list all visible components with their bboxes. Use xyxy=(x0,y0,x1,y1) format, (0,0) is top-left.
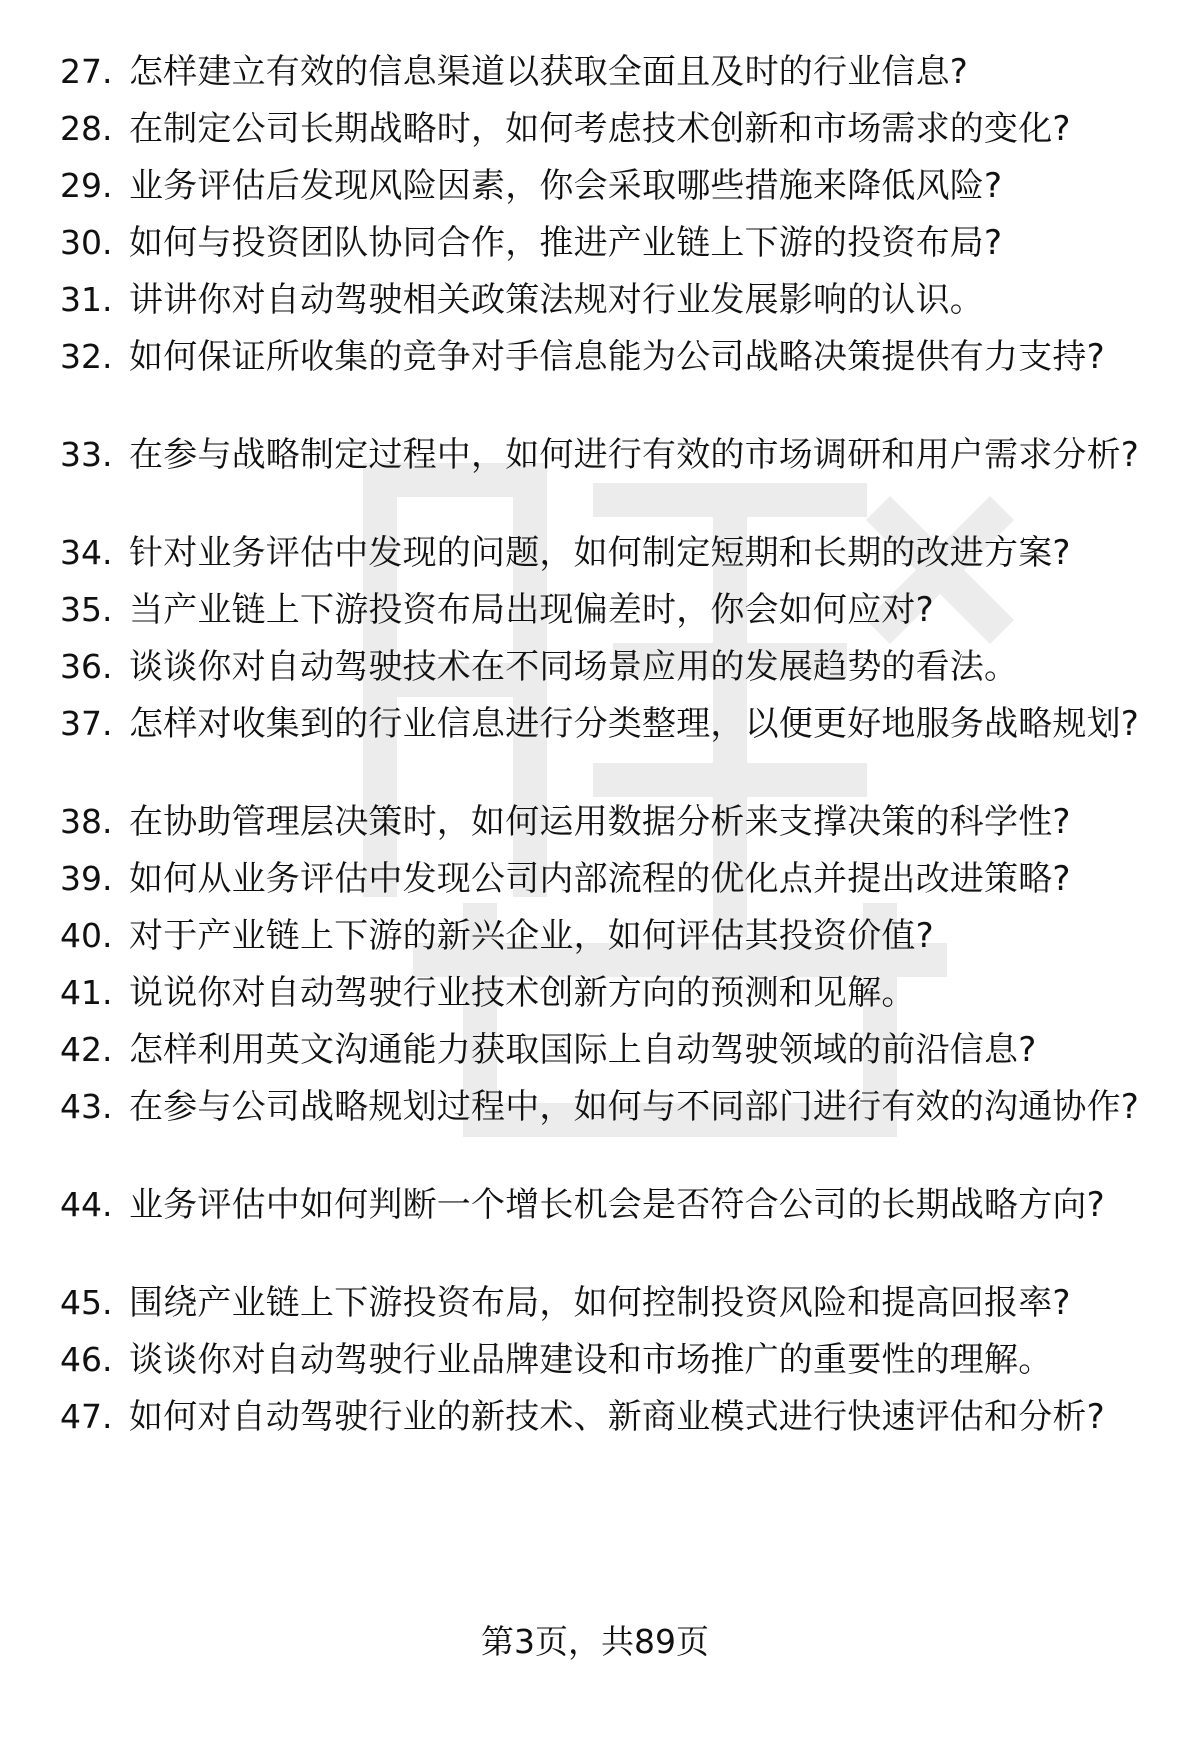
question-number: 31. xyxy=(60,280,113,319)
question-text: 业务评估后发现风险因素，你会采取哪些措施来降低风险? xyxy=(129,166,1003,206)
question-number: 33. xyxy=(60,435,113,474)
question-number: 45. xyxy=(60,1283,113,1322)
page-footer xyxy=(0,1622,1190,1662)
question-number: 32. xyxy=(60,337,113,376)
question-text: 如何对自动驾驶行业的新技术、新商业模式进行快速评估和分析? xyxy=(129,1397,1105,1437)
question-number: 38. xyxy=(60,802,113,841)
question-number: 47. xyxy=(60,1397,113,1436)
question-number: 36. xyxy=(60,647,113,686)
question-number: 44. xyxy=(60,1185,113,1224)
question-text: 如何从业务评估中发现公司内部流程的优化点并提出改进策略? xyxy=(129,859,1071,899)
question-number: 29. xyxy=(60,166,113,205)
question-text: 在参与公司战略规划过程中，如何与不同部门进行有效的沟通协作? xyxy=(129,1087,1140,1127)
question-text: 怎样建立有效的信息渠道以获取全面且及时的行业信息? xyxy=(129,52,969,92)
question-number: 27. xyxy=(60,52,113,91)
question-number: 43. xyxy=(60,1087,113,1126)
question-number: 28. xyxy=(60,109,113,148)
question-number: 46. xyxy=(60,1340,113,1379)
question-text: 讲讲你对自动驾驶相关政策法规对行业发展影响的认识。 xyxy=(129,280,984,320)
page-indicator: 第3页，共89页 xyxy=(481,1622,709,1661)
question-number: 35. xyxy=(60,590,113,629)
question-number: 39. xyxy=(60,859,113,898)
question-number: 37. xyxy=(60,704,113,743)
question-text: 谈谈你对自动驾驶行业品牌建设和市场推广的重要性的理解。 xyxy=(129,1340,1053,1380)
question-number: 34. xyxy=(60,533,113,572)
question-number: 42. xyxy=(60,1030,113,1069)
question-number: 40. xyxy=(60,916,113,955)
question-text: 谈谈你对自动驾驶技术在不同场景应用的发展趋势的看法。 xyxy=(129,647,1019,687)
question-text: 围绕产业链上下游投资布局，如何控制投资风险和提高回报率? xyxy=(129,1283,1071,1323)
question-text: 当产业链上下游投资布局出现偏差时，你会如何应对? xyxy=(129,590,934,630)
question-text: 业务评估中如何判断一个增长机会是否符合公司的长期战略方向? xyxy=(129,1185,1105,1225)
question-text: 怎样利用英文沟通能力获取国际上自动驾驶领域的前沿信息? xyxy=(129,1030,1037,1070)
question-text: 如何保证所收集的竞争对手信息能为公司战略决策提供有力支持? xyxy=(129,337,1105,377)
question-text: 说说你对自动驾驶行业技术创新方向的预测和见解。 xyxy=(129,973,916,1013)
question-text: 在制定公司长期战略时，如何考虑技术创新和市场需求的变化? xyxy=(129,109,1071,149)
question-text: 针对业务评估中发现的问题，如何制定短期和长期的改进方案? xyxy=(129,533,1071,573)
question-text: 怎样对收集到的行业信息进行分类整理，以便更好地服务战略规划? xyxy=(129,704,1140,744)
question-text: 在协助管理层决策时，如何运用数据分析来支撑决策的科学性? xyxy=(129,802,1071,842)
question-number: 41. xyxy=(60,973,113,1012)
question-text: 对于产业链上下游的新兴企业，如何评估其投资价值? xyxy=(129,916,934,956)
question-number: 30. xyxy=(60,223,113,262)
question-text: 在参与战略制定过程中，如何进行有效的市场调研和用户需求分析? xyxy=(129,435,1140,475)
question-text: 如何与投资团队协同合作，推进产业链上下游的投资布局? xyxy=(129,223,1003,263)
